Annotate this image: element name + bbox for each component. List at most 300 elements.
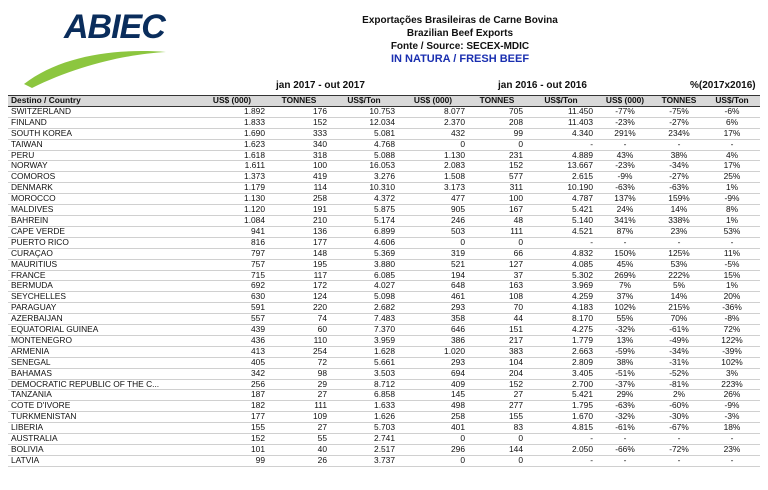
value-cell: 38% [654,150,704,161]
value-cell: -36% [704,303,760,314]
value-cell: 177 [268,237,330,248]
value-cell: 318 [268,150,330,161]
table-row [8,412,760,423]
table-row [8,379,760,390]
value-cell: 24% [596,205,654,216]
value-cell: -27% [654,117,704,128]
country-cell: AZERBAIJAN [8,314,196,325]
table-row [8,106,760,117]
value-cell: - [654,434,704,445]
value-cell: 1.508 [398,172,468,183]
country-cell: PUERTO RICO [8,237,196,248]
value-cell: 13% [596,335,654,346]
value-cell: 125% [654,248,704,259]
value-cell: 55% [596,314,654,325]
value-cell: -23% [596,161,654,172]
table-header-row [8,96,760,107]
value-cell: 215% [654,303,704,314]
value-cell: 5.088 [330,150,398,161]
value-cell: 1.633 [330,401,398,412]
value-cell: 5.661 [330,357,398,368]
value-cell: 6.085 [330,270,398,281]
value-cell: 16.053 [330,161,398,172]
value-cell: 269% [596,270,654,281]
value-cell: -60% [654,401,704,412]
value-cell: 577 [468,172,526,183]
value-cell: -81% [654,379,704,390]
value-cell: 591 [196,303,268,314]
value-cell: 148 [268,248,330,259]
table-row [8,292,760,303]
value-cell: -66% [596,445,654,456]
value-cell: 144 [468,445,526,456]
col-header: TONNES [654,96,704,107]
value-cell: 29 [268,379,330,390]
value-cell: 692 [196,281,268,292]
value-cell: 503 [398,226,468,237]
value-cell: 258 [398,412,468,423]
value-cell: -61% [654,325,704,336]
value-cell: 1.833 [196,117,268,128]
value-cell: 1.611 [196,161,268,172]
value-cell: 17% [704,161,760,172]
value-cell: 648 [398,281,468,292]
value-cell: 4.085 [526,259,596,270]
value-cell: 2.809 [526,357,596,368]
value-cell: 296 [398,445,468,456]
country-cell: PARAGUAY [8,303,196,314]
value-cell: -30% [654,412,704,423]
value-cell: 108 [468,292,526,303]
value-cell: 254 [268,346,330,357]
value-cell: -32% [596,412,654,423]
value-cell: 797 [196,248,268,259]
value-cell: -61% [596,423,654,434]
value-cell: 401 [398,423,468,434]
value-cell: -34% [654,161,704,172]
value-cell: 45% [596,259,654,270]
value-cell: 5.703 [330,423,398,434]
value-cell: 413 [196,346,268,357]
value-cell: 311 [468,183,526,194]
country-cell: TAIWAN [8,139,196,150]
value-cell: 4.521 [526,226,596,237]
value-cell: 405 [196,357,268,368]
abiec-logo [20,6,170,88]
table-row [8,357,760,368]
value-cell: 18% [704,423,760,434]
col-header: US$/Ton [704,96,760,107]
country-cell: COTE D'IVORE [8,401,196,412]
value-cell: 55 [268,434,330,445]
table-row [8,172,760,183]
value-cell: 7.370 [330,325,398,336]
value-cell: 436 [196,335,268,346]
value-cell: 694 [398,368,468,379]
value-cell: 1.084 [196,215,268,226]
value-cell: 4.768 [330,139,398,150]
value-cell: 44 [468,314,526,325]
value-cell: 461 [398,292,468,303]
table-row [8,401,760,412]
col-header: US$ (000) [398,96,468,107]
value-cell: 557 [196,314,268,325]
value-cell: 223% [704,379,760,390]
value-cell: -51% [596,368,654,379]
country-cell: CURAÇAO [8,248,196,259]
period-change: %(2017x2016) [690,80,756,91]
value-cell: 7% [596,281,654,292]
value-cell: 5.174 [330,215,398,226]
value-cell: 187 [196,390,268,401]
title-en: Brazilian Beef Exports [406,28,514,39]
value-cell: 3.405 [526,368,596,379]
value-cell: 60 [268,325,330,336]
value-cell: 4.259 [526,292,596,303]
value-cell: 177 [196,412,268,423]
table-row [8,423,760,434]
table-row [8,150,760,161]
table-row [8,335,760,346]
value-cell: 419 [268,172,330,183]
value-cell: -32% [596,325,654,336]
value-cell: 182 [196,401,268,412]
value-cell: -63% [596,401,654,412]
exports-table [8,95,760,467]
value-cell: 109 [268,412,330,423]
value-cell: 234% [654,128,704,139]
col-header: US$/Ton [526,96,596,107]
country-cell: DENMARK [8,183,196,194]
value-cell: 43% [596,150,654,161]
value-cell: 4.340 [526,128,596,139]
country-cell: FINLAND [8,117,196,128]
value-cell: -49% [654,335,704,346]
value-cell: -37% [596,379,654,390]
value-cell: -23% [596,117,654,128]
value-cell: 114 [268,183,330,194]
value-cell: - [704,139,760,150]
value-cell: 151 [468,325,526,336]
value-cell: 27 [268,423,330,434]
value-cell: 3.503 [330,368,398,379]
value-cell: 2% [654,390,704,401]
country-cell: MONTENEGRO [8,335,196,346]
value-cell: 4.027 [330,281,398,292]
table-row [8,314,760,325]
table-row [8,237,760,248]
value-cell: -75% [654,106,704,117]
value-cell: 136 [268,226,330,237]
value-cell: 1.179 [196,183,268,194]
value-cell: - [654,455,704,466]
value-cell: 5.140 [526,215,596,226]
value-cell: 48 [468,215,526,226]
value-cell: 117 [268,270,330,281]
value-cell: 72 [268,357,330,368]
value-cell: 1.130 [398,150,468,161]
table-row [8,226,760,237]
value-cell: 0 [468,237,526,248]
col-header: US$ (000) [596,96,654,107]
value-cell: 83 [468,423,526,434]
value-cell: 10.753 [330,106,398,117]
value-cell: 291% [596,128,654,139]
value-cell: 1.892 [196,106,268,117]
value-cell: 319 [398,248,468,259]
value-cell: 2.663 [526,346,596,357]
table-row [8,390,760,401]
country-cell: BOLIVIA [8,445,196,456]
country-cell: BAHAMAS [8,368,196,379]
value-cell: 358 [398,314,468,325]
table-row [8,139,760,150]
value-cell: 38% [596,357,654,368]
value-cell: 4.787 [526,194,596,205]
value-cell: 99 [468,128,526,139]
value-cell: 87% [596,226,654,237]
value-cell: - [704,434,760,445]
value-cell: 6.858 [330,390,398,401]
value-cell: -3% [704,412,760,423]
value-cell: - [596,237,654,248]
value-cell: 26 [268,455,330,466]
value-cell: 757 [196,259,268,270]
value-cell: 256 [196,379,268,390]
value-cell: 341% [596,215,654,226]
country-cell: SWITZERLAND [8,106,196,117]
table-row [8,281,760,292]
country-cell: LATVIA [8,455,196,466]
value-cell: 124 [268,292,330,303]
value-cell: 6.899 [330,226,398,237]
value-cell: 23% [704,445,760,456]
table-row [8,455,760,466]
value-cell: 521 [398,259,468,270]
value-cell: -31% [654,357,704,368]
value-cell: 432 [398,128,468,139]
value-cell: 338% [654,215,704,226]
value-cell: 8.170 [526,314,596,325]
value-cell: 1.779 [526,335,596,346]
value-cell: 127 [468,259,526,270]
value-cell: 5.875 [330,205,398,216]
value-cell: 3.173 [398,183,468,194]
value-cell: 3% [704,368,760,379]
value-cell: 152 [468,379,526,390]
country-cell: MALDIVES [8,205,196,216]
value-cell: 15% [704,270,760,281]
value-cell: 498 [398,401,468,412]
value-cell: 72% [704,325,760,336]
value-cell: 4.889 [526,150,596,161]
value-cell: 53% [704,226,760,237]
value-cell: 1.795 [526,401,596,412]
value-cell: 2.050 [526,445,596,456]
value-cell: 941 [196,226,268,237]
value-cell: 6% [704,117,760,128]
table-row [8,128,760,139]
value-cell: 11.403 [526,117,596,128]
value-cell: 246 [398,215,468,226]
value-cell: 101 [196,445,268,456]
value-cell: 155 [196,423,268,434]
value-cell: 70% [654,314,704,325]
value-cell: 111 [268,401,330,412]
value-cell: 66 [468,248,526,259]
value-cell: 217 [468,335,526,346]
country-cell: EQUATORIAL GUINEA [8,325,196,336]
value-cell: 5.421 [526,205,596,216]
table-row [8,303,760,314]
value-cell: 10.190 [526,183,596,194]
value-cell: 98 [268,368,330,379]
value-cell: 150% [596,248,654,259]
country-cell: LIBERIA [8,423,196,434]
value-cell: 1.130 [196,194,268,205]
value-cell: 99 [196,455,268,466]
value-cell: 0 [398,139,468,150]
value-cell: 14% [654,292,704,303]
value-cell: 29% [596,390,654,401]
table-row [8,117,760,128]
value-cell: 3.969 [526,281,596,292]
logo-text: ABIEC [64,8,165,46]
value-cell: -34% [654,346,704,357]
value-cell: 122% [704,335,760,346]
value-cell: 111 [468,226,526,237]
value-cell: 145 [398,390,468,401]
value-cell: 0 [398,237,468,248]
col-header: US$/Ton [330,96,398,107]
country-cell: SEYCHELLES [8,292,196,303]
value-cell: 1.623 [196,139,268,150]
value-cell: 340 [268,139,330,150]
value-cell: -63% [596,183,654,194]
value-cell: -27% [654,172,704,183]
country-cell: SOUTH KOREA [8,128,196,139]
value-cell: 191 [268,205,330,216]
value-cell: 1% [704,183,760,194]
value-cell: 195 [268,259,330,270]
country-cell: TANZANIA [8,390,196,401]
country-cell: DEMOCRATIC REPUBLIC OF THE C... [8,379,196,390]
country-cell: AUSTRALIA [8,434,196,445]
value-cell: 17% [704,128,760,139]
table-row [8,248,760,259]
value-cell: 4% [704,150,760,161]
value-cell: 37% [596,292,654,303]
country-cell: PERU [8,150,196,161]
value-cell: 102% [596,303,654,314]
value-cell: 5.369 [330,248,398,259]
value-cell: 37 [468,270,526,281]
value-cell: 4.275 [526,325,596,336]
value-cell: 333 [268,128,330,139]
value-cell: 231 [468,150,526,161]
col-header: TONNES [268,96,330,107]
value-cell: -77% [596,106,654,117]
value-cell: 277 [468,401,526,412]
value-cell: -9% [596,172,654,183]
value-cell: 5.302 [526,270,596,281]
value-cell: 102% [704,357,760,368]
value-cell: 172 [268,281,330,292]
table-row [8,368,760,379]
value-cell: - [596,455,654,466]
value-cell: 26% [704,390,760,401]
value-cell: 2.517 [330,445,398,456]
value-cell: 0 [468,455,526,466]
value-cell: 25% [704,172,760,183]
value-cell: 5% [654,281,704,292]
value-cell: 630 [196,292,268,303]
value-cell: 159% [654,194,704,205]
value-cell: 12.034 [330,117,398,128]
col-header: US$ (000) [196,96,268,107]
value-cell: 14% [654,205,704,216]
value-cell: 10.310 [330,183,398,194]
value-cell: -63% [654,183,704,194]
value-cell: 0 [468,139,526,150]
value-cell: 477 [398,194,468,205]
value-cell: 705 [468,106,526,117]
value-cell: 220 [268,303,330,314]
value-cell: 4.606 [330,237,398,248]
value-cell: 2.370 [398,117,468,128]
value-cell: 0 [398,455,468,466]
value-cell: 163 [468,281,526,292]
value-cell: 194 [398,270,468,281]
col-header: Destino / Country [8,96,196,107]
value-cell: 4.815 [526,423,596,434]
value-cell: 2.700 [526,379,596,390]
value-cell: - [526,237,596,248]
value-cell: 4.372 [330,194,398,205]
value-cell: 1.373 [196,172,268,183]
value-cell: -59% [596,346,654,357]
table-row [8,215,760,226]
value-cell: -9% [704,194,760,205]
value-cell: -9% [704,401,760,412]
table-row [8,183,760,194]
value-cell: 2.741 [330,434,398,445]
table-row [8,259,760,270]
country-cell: ARMENIA [8,346,196,357]
value-cell: 1% [704,281,760,292]
value-cell: 293 [398,303,468,314]
table-row [8,346,760,357]
table-row [8,270,760,281]
value-cell: 383 [468,346,526,357]
table-row [8,161,760,172]
value-cell: 5.421 [526,390,596,401]
value-cell: 137% [596,194,654,205]
table-row [8,325,760,336]
value-cell: -39% [704,346,760,357]
value-cell: 8% [704,205,760,216]
value-cell: 1.626 [330,412,398,423]
value-cell: 3.880 [330,259,398,270]
value-cell: 167 [468,205,526,216]
country-cell: MOROCCO [8,194,196,205]
value-cell: - [526,139,596,150]
value-cell: 4.183 [526,303,596,314]
value-cell: - [704,455,760,466]
value-cell: 20% [704,292,760,303]
value-cell: 7.483 [330,314,398,325]
value-cell: 110 [268,335,330,346]
